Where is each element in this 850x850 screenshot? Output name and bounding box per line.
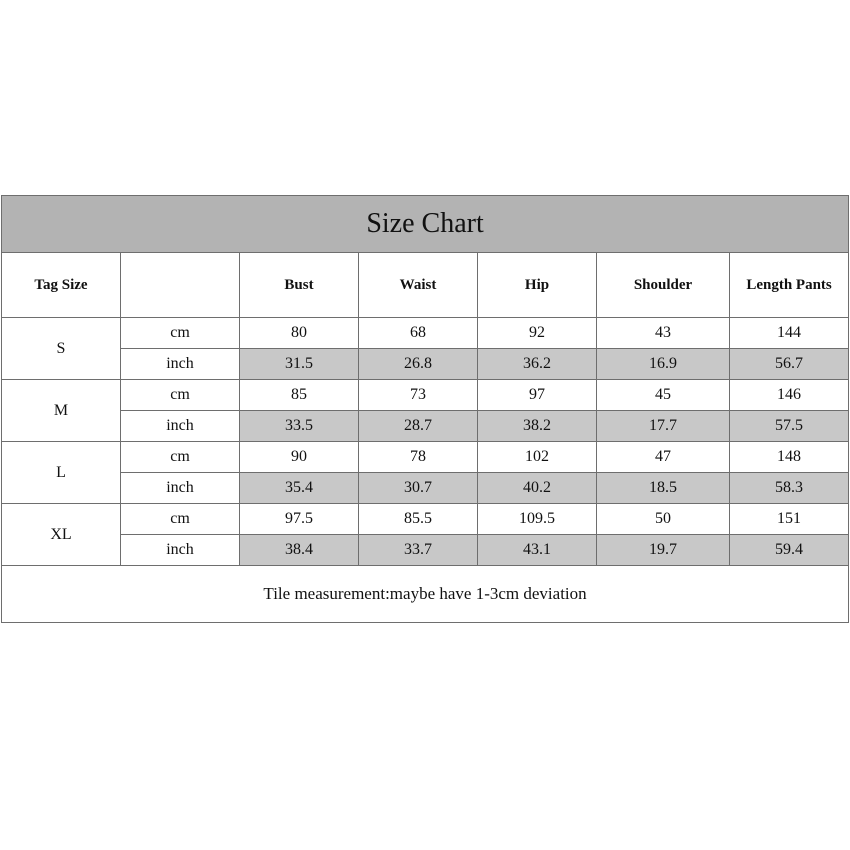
value-cell: 31.5 [240, 349, 359, 380]
value-cell: 28.7 [359, 411, 478, 442]
header-row [2, 253, 849, 318]
value-cell: 35.4 [240, 473, 359, 504]
value-cell: 38.2 [478, 411, 597, 442]
unit-cell: cm [121, 442, 240, 473]
unit-cell: inch [121, 535, 240, 566]
unit-cell: cm [121, 318, 240, 349]
header-hip: Hip [478, 253, 597, 318]
table-row [2, 442, 849, 473]
size-chart-table [1, 195, 849, 623]
value-cell: 16.9 [597, 349, 730, 380]
table-row [2, 535, 849, 566]
value-cell: 97 [478, 380, 597, 411]
value-cell: 43 [597, 318, 730, 349]
value-cell: 43.1 [478, 535, 597, 566]
value-cell: 50 [597, 504, 730, 535]
value-cell: 73 [359, 380, 478, 411]
header-length-pants: Length Pants [730, 253, 849, 318]
value-cell: 19.7 [597, 535, 730, 566]
value-cell: 85 [240, 380, 359, 411]
value-cell: 109.5 [478, 504, 597, 535]
chart-title: Size Chart [2, 196, 849, 253]
table-row [2, 504, 849, 535]
value-cell: 30.7 [359, 473, 478, 504]
value-cell: 47 [597, 442, 730, 473]
value-cell: 40.2 [478, 473, 597, 504]
title-row [2, 196, 849, 253]
value-cell: 146 [730, 380, 849, 411]
value-cell: 33.7 [359, 535, 478, 566]
tag-size-cell: XL [2, 504, 121, 566]
unit-cell: inch [121, 349, 240, 380]
tag-size-cell: M [2, 380, 121, 442]
value-cell: 58.3 [730, 473, 849, 504]
value-cell: 102 [478, 442, 597, 473]
header-unit [121, 253, 240, 318]
value-cell: 68 [359, 318, 478, 349]
header-tag-size: Tag Size [2, 253, 121, 318]
value-cell: 144 [730, 318, 849, 349]
value-cell: 33.5 [240, 411, 359, 442]
value-cell: 90 [240, 442, 359, 473]
unit-cell: inch [121, 411, 240, 442]
unit-cell: cm [121, 504, 240, 535]
tag-size-cell: S [2, 318, 121, 380]
unit-cell: cm [121, 380, 240, 411]
tag-size-cell: L [2, 442, 121, 504]
value-cell: 56.7 [730, 349, 849, 380]
value-cell: 45 [597, 380, 730, 411]
value-cell: 59.4 [730, 535, 849, 566]
value-cell: 80 [240, 318, 359, 349]
value-cell: 92 [478, 318, 597, 349]
header-bust: Bust [240, 253, 359, 318]
value-cell: 97.5 [240, 504, 359, 535]
value-cell: 85.5 [359, 504, 478, 535]
table-row [2, 318, 849, 349]
note-row [2, 566, 849, 623]
value-cell: 18.5 [597, 473, 730, 504]
value-cell: 148 [730, 442, 849, 473]
unit-cell: inch [121, 473, 240, 504]
table-row [2, 349, 849, 380]
table-row [2, 380, 849, 411]
table-row [2, 411, 849, 442]
header-waist: Waist [359, 253, 478, 318]
measurement-note: Tile measurement:maybe have 1-3cm deviation [2, 566, 849, 623]
value-cell: 78 [359, 442, 478, 473]
table-row [2, 473, 849, 504]
value-cell: 151 [730, 504, 849, 535]
size-chart-body [2, 196, 849, 623]
value-cell: 38.4 [240, 535, 359, 566]
value-cell: 26.8 [359, 349, 478, 380]
value-cell: 57.5 [730, 411, 849, 442]
value-cell: 36.2 [478, 349, 597, 380]
value-cell: 17.7 [597, 411, 730, 442]
header-shoulder: Shoulder [597, 253, 730, 318]
